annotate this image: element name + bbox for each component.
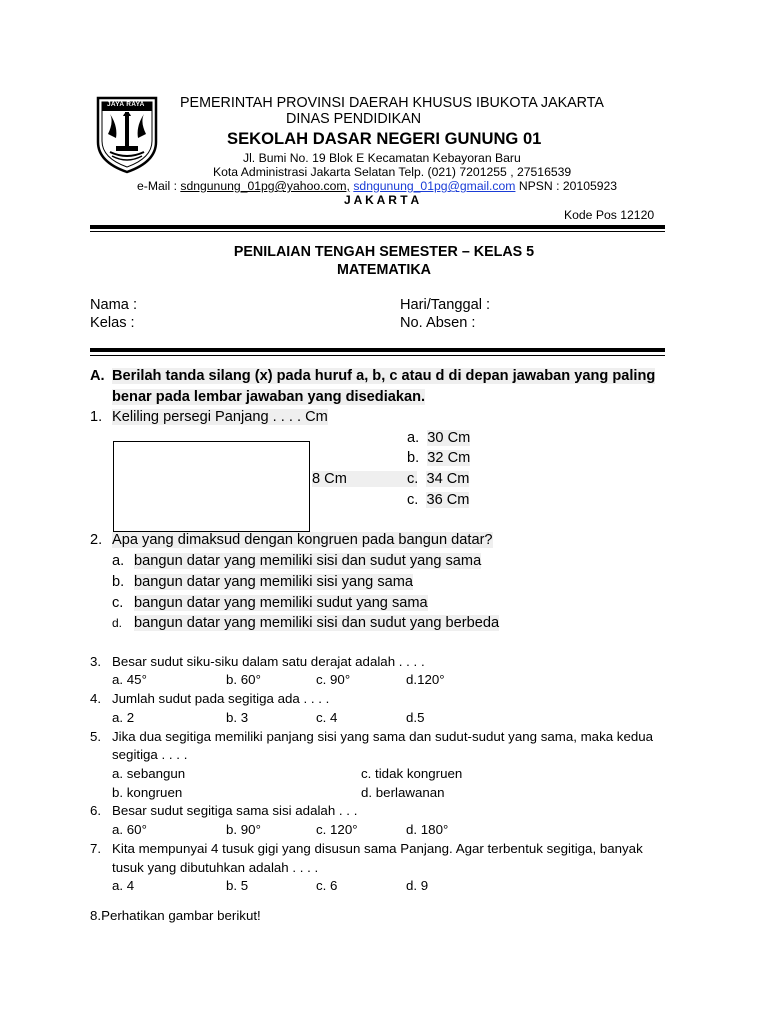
q5-option-a[interactable]: a. sebangun bbox=[112, 766, 186, 781]
exam-title: PENILAIAN TENGAH SEMESTER – KELAS 5 bbox=[233, 244, 535, 260]
q4-option-d[interactable]: d.5 bbox=[406, 710, 425, 725]
q2-option-d[interactable] bbox=[112, 615, 499, 631]
email-yahoo-link[interactable]: sdngunung_01pg@yahoo.com, bbox=[180, 179, 350, 193]
q2-option-d-text: bangun datar yang memiliki sisi dan sudut yang berbeda bbox=[134, 615, 500, 631]
info-divider bbox=[90, 348, 665, 352]
q3-option-a[interactable]: a. 45° bbox=[112, 672, 147, 687]
q5-option-b[interactable]: b. kongruen bbox=[112, 785, 183, 800]
q1-side-label: 8 Cm bbox=[312, 471, 417, 487]
q1-option-a-letter: a. bbox=[407, 430, 420, 446]
q2-number: 2. bbox=[90, 532, 103, 548]
q5-option-d[interactable]: d. berlawanan bbox=[361, 785, 445, 800]
q5-text-2: segitiga . . . . bbox=[112, 747, 188, 762]
q3-text: Besar sudut siku-siku dalam satu derajat adalah . . . . bbox=[112, 654, 425, 669]
q2-option-b-text: bangun datar yang memiliki sisi yang sama bbox=[134, 574, 414, 590]
q7-option-a[interactable]: a. 4 bbox=[112, 878, 135, 893]
q1-option-d[interactable] bbox=[407, 492, 469, 508]
q1-option-b-text: 32 Cm bbox=[427, 450, 471, 466]
q3-option-c[interactable]: c. 90° bbox=[316, 672, 351, 687]
q6-option-a[interactable]: a. 60° bbox=[112, 822, 147, 837]
q2-option-a[interactable] bbox=[112, 553, 481, 569]
q1-number: 1. bbox=[90, 409, 103, 425]
q4-text: Jumlah sudut pada segitiga ada . . . . bbox=[112, 691, 330, 706]
q1-option-c[interactable] bbox=[407, 471, 469, 487]
info-divider-thin bbox=[90, 355, 665, 356]
section-instruction-1: Berilah tanda silang (x) pada huruf a, b, c atau d di depan jawaban yang paling bbox=[112, 368, 656, 384]
q2-option-c-text: bangun datar yang memiliki sudut yang sama bbox=[134, 595, 428, 611]
absen-field-label: No. Absen : bbox=[400, 315, 476, 331]
section-letter: A. bbox=[90, 368, 105, 384]
q7-option-d[interactable]: d. 9 bbox=[406, 878, 429, 893]
q7-number: 7. bbox=[90, 841, 102, 856]
q7-text-2: tusuk yang dibutuhkan adalah . . . . bbox=[112, 860, 319, 875]
q2-option-d-letter: d. bbox=[112, 616, 123, 630]
q6-option-d[interactable]: d. 180° bbox=[406, 822, 449, 837]
school-logo bbox=[94, 94, 160, 174]
header-agency: DINAS PENDIDIKAN bbox=[286, 111, 422, 127]
school-name: SEKOLAH DASAR NEGERI GUNUNG 01 bbox=[227, 129, 542, 148]
q7-option-b[interactable]: b. 5 bbox=[226, 878, 249, 893]
date-field-label: Hari/Tanggal : bbox=[400, 297, 491, 313]
q1-option-b[interactable] bbox=[407, 450, 470, 466]
q1-option-a[interactable] bbox=[407, 430, 470, 446]
q7-option-c[interactable]: c. 6 bbox=[316, 878, 338, 893]
email-gmail-link[interactable]: sdngunung_01pg@gmail.com bbox=[353, 179, 516, 193]
q2-option-c-letter: c. bbox=[112, 595, 124, 611]
exam-subject: MATEMATIKA bbox=[337, 262, 431, 278]
q5-number: 5. bbox=[90, 729, 102, 744]
q6-option-b[interactable]: b. 90° bbox=[226, 822, 261, 837]
q5-text-1: Jika dua segitiga memiliki panjang sisi yang sama dan sudut-sudut yang sama, maka kedua bbox=[112, 729, 654, 744]
name-field-label: Nama : bbox=[90, 297, 138, 313]
q7-text-1: Kita mempunyai 4 tusuk gigi yang disusun sama Panjang. Agar terbentuk segitiga, banyak bbox=[112, 841, 643, 856]
q1-option-a-text: 30 Cm bbox=[427, 430, 471, 446]
q5-option-c[interactable]: c. tidak kongruen bbox=[361, 766, 463, 781]
header-divider bbox=[90, 225, 665, 229]
q2-option-a-letter: a. bbox=[112, 553, 125, 569]
npsn: NPSN : 20105923 bbox=[515, 179, 618, 193]
q4-option-a[interactable]: a. 2 bbox=[112, 710, 135, 725]
q1-text: Keliling persegi Panjang . . . . Cm bbox=[112, 409, 328, 425]
q4-option-b[interactable]: b. 3 bbox=[226, 710, 249, 725]
q8-text: 8.Perhatikan gambar berikut! bbox=[90, 908, 261, 923]
class-field-label: Kelas : bbox=[90, 315, 135, 331]
q6-text: Besar sudut segitiga sama sisi adalah . . . bbox=[112, 803, 358, 818]
q2-text: Apa yang dimaksud dengan kongruen pada bangun datar? bbox=[112, 532, 493, 548]
q4-number: 4. bbox=[90, 691, 102, 706]
q4-option-c[interactable]: c. 4 bbox=[316, 710, 338, 725]
q2-option-b[interactable] bbox=[112, 574, 413, 590]
q1-rectangle bbox=[113, 441, 310, 532]
email-label: e-Mail : bbox=[137, 179, 181, 193]
q2-option-a-text: bangun datar yang memiliki sisi dan sudut yang sama bbox=[134, 553, 482, 569]
school-address-2: Kota Administrasi Jakarta Selatan Telp. (021) 7201255 , 27516539 bbox=[213, 165, 572, 179]
q1-option-c-letter: c. bbox=[407, 471, 419, 487]
school-address-1: Jl. Bumi No. 19 Blok E Kecamatan Kebayoran Baru bbox=[243, 151, 521, 165]
q1-option-c-text: 34 Cm bbox=[426, 471, 470, 487]
q1-option-b-letter: b. bbox=[407, 450, 420, 466]
q6-number: 6. bbox=[90, 803, 102, 818]
q2-option-c[interactable] bbox=[112, 595, 428, 611]
q3-option-d[interactable]: d.120° bbox=[406, 672, 445, 687]
q2-option-b-letter: b. bbox=[112, 574, 125, 590]
header-divider-thin bbox=[90, 231, 665, 232]
q3-option-b[interactable]: b. 60° bbox=[226, 672, 261, 687]
section-instruction-2: benar pada lembar jawaban yang disediakan. bbox=[112, 389, 426, 405]
postal-code: Kode Pos 12120 bbox=[564, 208, 655, 222]
city: J A K A R T A bbox=[344, 193, 420, 207]
q1-option-d-text: 36 Cm bbox=[426, 492, 470, 508]
q6-option-c[interactable]: c. 120° bbox=[316, 822, 358, 837]
q1-option-d-letter: c. bbox=[407, 492, 419, 508]
q3-number: 3. bbox=[90, 654, 102, 669]
logo-text: JAYA RAYA bbox=[107, 101, 145, 108]
header-government: PEMERINTAH PROVINSI DAERAH KHUSUS IBUKOTA JAKARTA bbox=[180, 95, 604, 111]
school-contact bbox=[137, 179, 617, 193]
